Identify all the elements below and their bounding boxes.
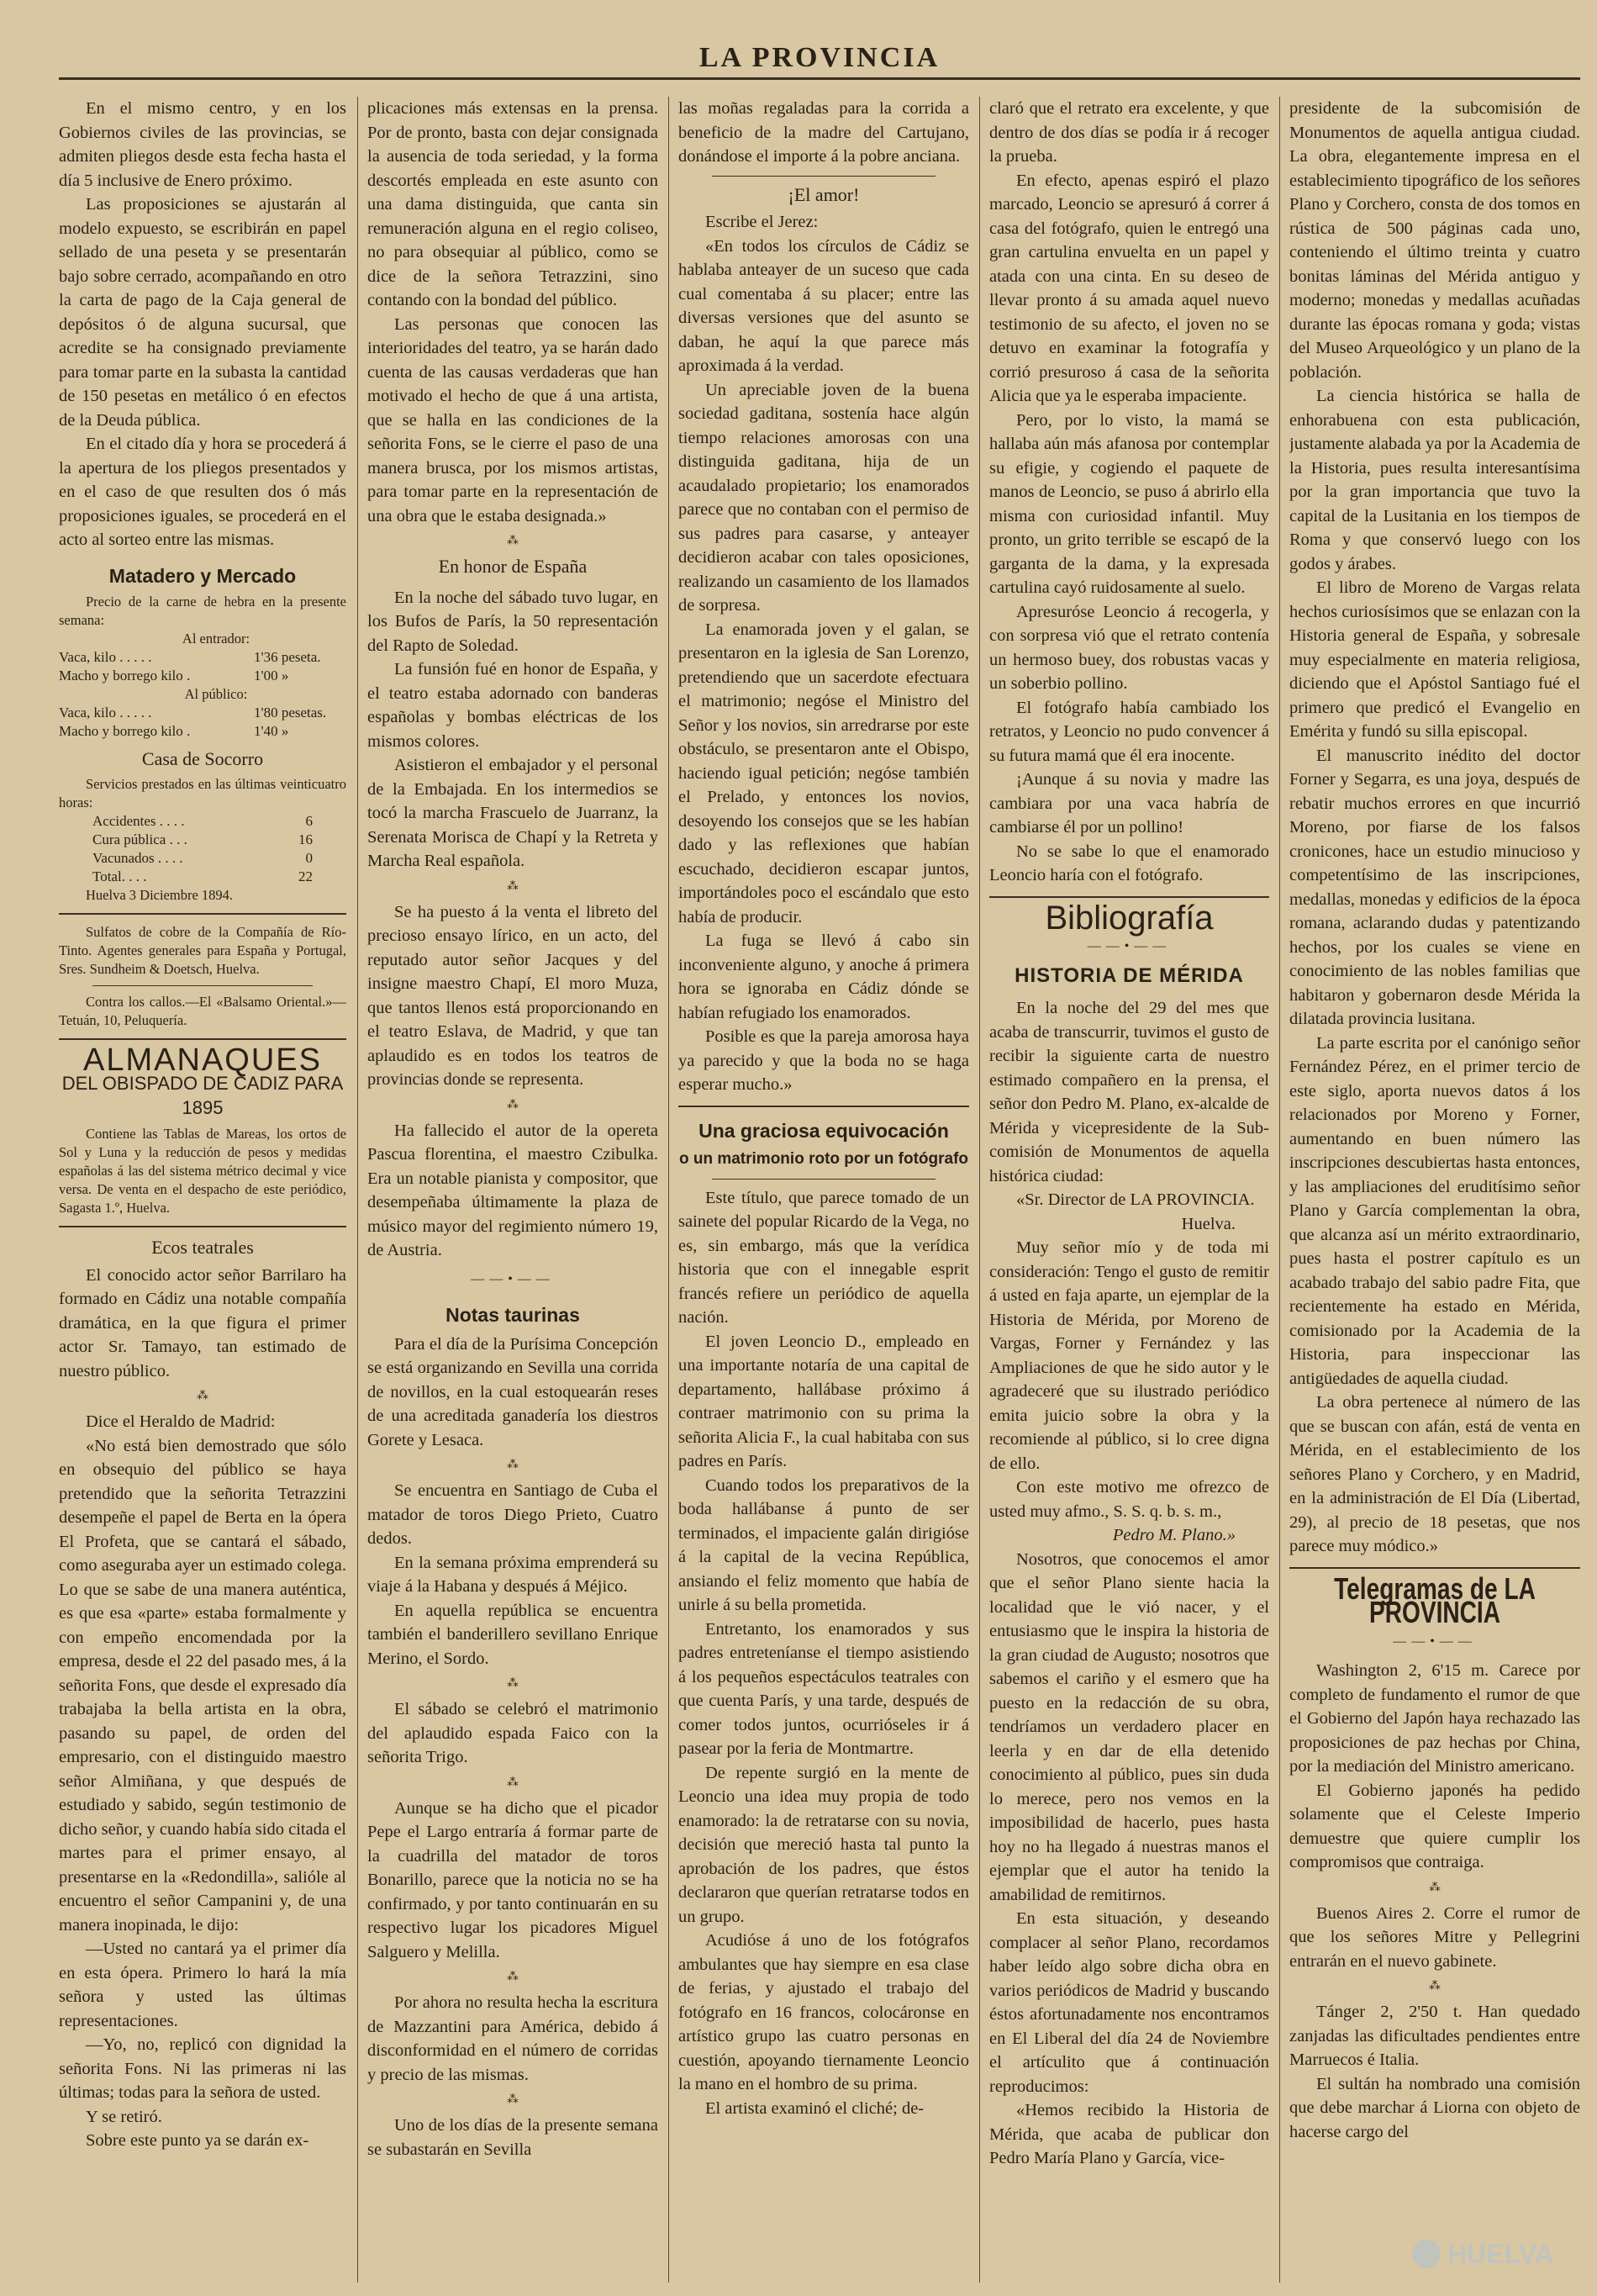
column-rule: [979, 97, 980, 2283]
paragraph: las moñas regaladas para la corrida a beneficio de la madre del Cartujano, donándose el importe á la pobre anciana.: [678, 99, 969, 166]
paragraph: La funsión fué en honor de España, y el teatro estaba adornado con banderas españolas y bombas eléctricas de los mismos colores.: [367, 660, 658, 751]
ad-callos: Contra los callos.—El «Balsamo Oriental.»—Tetuán, 10, Peluquería.: [59, 993, 346, 1028]
paragraph: «Hemos recibido la Historia de Mérida, que acaba de publicar don Pedro María Plano y García, vice-: [989, 2101, 1269, 2167]
divider: [678, 1106, 969, 1107]
paragraph: Por ahora no resulta hecha la escritura de Mazzantini para América, debido á disconformidad en el número de corridas y precio de las mismas.: [367, 1993, 658, 2084]
paragraph: Ha fallecido el autor de la opereta Pascua florentina, el maestro Czibulka. Era un notable pianista y compositor, que desempeñaba últimamente la plaza de músico mayor del regimiento número 19, de Austria.: [367, 1121, 658, 1259]
paragraph: El joven Leoncio D., empleado en una importante notaría de una capital de departamento, hallábase próximo á contraer matrimonio con su prima la señorita Alicia F., la cual habitaba con sus padres en París.: [678, 1332, 969, 1470]
column-2: [367, 97, 658, 2283]
paragraph: Las personas que conocen las interioridades del teatro, ya se harán dado cuenta de las causas verdaderas que han motivado el hecho de que á una artista, que se halla en las condiciones de la señorita Fons, se le cierre el paso de una manera brusca, por los mismos artistas, para tomar parte en la representación de una obra que le estaba designada.»: [367, 314, 658, 525]
paragraph: En el mismo centro, y en los Gobiernos civiles de las provincias, se admiten pliegos desde esta fecha hasta el día 5 inclusive de Enero próximo.: [59, 99, 346, 190]
intro: Servicios prestados en las últimas veinticuatro horas:: [59, 775, 346, 810]
paragraph: La ciencia histórica se halla de enhorabuena con esta publicación, justamente alabada ya por la Academia de la Historia, pues resulta interesantísima por la gran importancia que tuvo la capital de la Lusitania en los tiempos de Roma y que conservó luego con los godos y árabes.: [1289, 387, 1580, 573]
paragraph: Con este motivo me ofrezco de usted muy afmo., S. S. q. b. s. m.,: [989, 1478, 1269, 1521]
paragraph: plicaciones más extensas en la prensa. Por de pronto, basta con dejar consignada la ausencia de toda seriedad, y la forma descortés empleada en este asunto con una dama distinguida, que canta sin remuneración alguna en el regio coliseo, no para obsequiar al público, como se dice de la señora Tetrazzini, sino contando con la bondad del público.: [367, 99, 658, 309]
paragraph: Escribe el Jerez:: [705, 213, 819, 231]
paragraph: «En todos los círculos de Cádiz se hablaba anteayer de un suceso que cada cual comentaba á su placer; entre las diversas versiones que del asunto se daban, he aquí la que parece más aproximada á la verdad.: [678, 236, 969, 375]
asterism-icon: ⁂: [507, 535, 519, 547]
paragraph: Las proposiciones se ajustarán al modelo expuesto, se escribirán en papel sellado de una peseta y se presentarán bajo sobre cerrado, acompañando en otro la carta de pago de la Caja general de depósitos ó de alguna sucursal, que acredite se ha consignado previamente para tomar parte en la subasta la cantidad de 150 pesetas en metálico ó en efectos de la Deuda pública.: [59, 195, 346, 430]
newspaper-title: LA PROVINCIA: [698, 42, 941, 73]
asterism-icon: ⁂: [507, 2093, 519, 2106]
paragraph: Se ha puesto á la venta el libreto del precioso ensayo lírico, en un acto, del reputado autor señor Jacques y del insigne maestro Chapí, El moro Muza, que tantos llenos está proporcionando en el teatro Eslava, de Madrid, y que tan aplaudido es en todos los teatros de provincias donde se representa.: [367, 902, 658, 1089]
divider: [712, 1179, 936, 1180]
service-row: Accidentes . . . . 6: [92, 812, 313, 829]
almanaques-subtitle: DEL OBISPADO DE CADIZ PARA 1895: [61, 1073, 344, 1118]
paragraph: Nosotros, que conocemos el amor que el señor Plano siente hacia la localidad que le vió nacer, y el entusiasmo que le inspira la historia de la gran ciudad de Augusto; nosotros que sabemos el cariño y el esmero que ha puesto en la redacción de su obra, tendríamos un verdadero placer en leerla y en dar de ella detenido conocimiento al público, pues sin duda lo merece, pero nos vemos en la imposibilidad de hacerlo, pues hasta hoy no ha llegado á nuestras manos el ejemplar que el autor ha tenido la amabilidad de remitirnos.: [989, 1549, 1269, 1904]
divider: [59, 913, 346, 915]
section-heading-ecos: Ecos teatrales: [151, 1237, 254, 1258]
paragraph: La parte escrita por el canónigo señor Fernández Pérez, en el primer tercio de este siglo, aporta nuevos datos á los relacionados por Moreno y Forner, aumentando en buen número las inscripciones descubiertas hasta entonces, y las ampliaciones del eruditísimo señor Plano y García complementan la obra, que alcanza así un mérito extraordinario, pues hasta el postrer capítulo es un acabado trabajo del sabio padre Fita, que recientemente ha estado en Mérida, comisionado por la Academia de la Historia, para inspeccionar las antigüedades de aquella ciudad.: [1289, 1033, 1580, 1388]
paragraph: Acudióse á uno de los fotógrafos ambulantes que hay siempre en esa clase de ferias, y ajustado el trabajo del fotógrafo en 16 francos, colocáronse en artístico grupo las cuatro personas en cuestión, apoyando tiernamente Leoncio la mano en el hombro de su prima.: [678, 1931, 969, 2093]
almanaques-body: Contiene las Tablas de Mareas, los ortos de Sol y Luna y la reducción de pesos y medidas españolas á las del sistema métrico decimal y vice versa. De venta en el despacho de este periódico, Sagasta 1.º, Huelva.: [59, 1126, 346, 1216]
price-table: [59, 593, 346, 741]
paragraph: —Usted no cantará ya el primer día en esta ópera. Primero lo hará la mía señora y usted las últimas representaciones.: [59, 1940, 346, 2030]
total-row: Total. . . . 22: [92, 868, 313, 884]
paragraph: Uno de los días de la presente semana se subastarán en Sevilla: [367, 2116, 658, 2159]
paragraph: Entretanto, los enamorados y sus padres entreteníanse el tiempo asistiendo á los pequeños espectáculos teatrales con que cuenta París, y una tarde, después de comer todos juntos, ocurrióseles ir á pasear por la feria de Montmartre.: [678, 1619, 969, 1758]
asterism-icon: ⁂: [507, 1971, 519, 1983]
column-rule: [668, 97, 669, 2283]
paragraph: Pero, por lo visto, la mamá se hallaba aún más afanosa por contemplar su efigie, y cogiendo el paquete de manos de Leoncio, se puso á abrirlo ella misma con curiosidad infantil. Muy pronto, un grito terrible se escapó de la garganta de la dama, y la expresada cartulina cayó ruidosamente al suelo.: [989, 410, 1269, 597]
subheading-historia: HISTORIA DE MÉRIDA: [1015, 963, 1244, 987]
divider: [1289, 1567, 1580, 1569]
watermark-text: HUELVA: [1447, 2238, 1554, 2269]
subhead: Al público:: [184, 686, 248, 702]
paragraph: claró que el retrato era excelente, y que dentro de dos días se podía ir á recoger la prueba.: [989, 99, 1269, 166]
paragraph: En aquella república se encuentra también el banderillero sevillano Enrique Merino, el Sordo.: [367, 1601, 658, 1668]
paragraph: El conocido actor señor Barrilaro ha formado en Cádiz una notable compañía dramática, en la que figura el primer actor Sr. Tamayo, tan estimado de nuestro público.: [59, 1265, 346, 1380]
paragraph: «Sr. Director de LA PROVINCIA.: [1016, 1190, 1255, 1209]
divider: [92, 985, 313, 986]
paragraph: Se encuentra en Santiago de Cuba el matador de toros Diego Prieto, Cuatro dedos.: [367, 1481, 658, 1548]
column-4: [989, 97, 1269, 2283]
service-row: Vacunados . . . . 0: [92, 849, 313, 866]
divider: [989, 896, 1269, 898]
paragraph: No se sabe lo que el enamorado Leoncio haría con el fotógrafo.: [989, 842, 1269, 884]
paragraph: Washington 2, 6'15 m. Carece por completo de fundamento el rumor de que el Gobierno del Japón haya rechazado las proposiciones de paz hechas por China, por la mediación del Ministro americano.: [1289, 1661, 1580, 1776]
paragraph: Buenos Aires 2. Corre el rumor de que los señores Mitre y Pellegrini entrarán en el nuevo gabinete.: [1289, 1903, 1580, 1971]
paragraph: El artista examinó el cliché; de-: [705, 2098, 925, 2118]
paragraph: Para el día de la Purísima Concepción se está organizando en Sevilla una corrida de novillos, en la cual estoquearán reses de una acreditada ganadería los diestros Gorete y Lesaca.: [367, 1334, 658, 1449]
dateline: Huelva 3 Diciembre 1894.: [86, 886, 234, 903]
paragraph: Posible es que la pareja amorosa haya ya parecido y que la boda no se haga esperar mucho.»: [678, 1027, 969, 1094]
paragraph: El Gobierno japonés ha pedido solamente que el Celeste Imperio demuestre que quiere cumplir los compromisos que contraiga.: [1289, 1781, 1580, 1871]
paragraph: En la noche del 29 del mes que acaba de transcurrir, tuvimos el gusto de recibir la siguiente carta de nuestro estimado compañero en la prensa, el señor don Pedro M. Plano, ex-alcalde de Mérida y vicepresidente de la Sub-comisión de Monumentos de aquella histórica ciudad:: [989, 999, 1269, 1185]
paragraph: —Yo, no, replicó con dignidad la señorita Fons. Ni las primeras ni las últimas; todas para la señora de usted.: [59, 2035, 346, 2102]
paragraph: La obra pertenece al número de las que se buscan con afán, está de venta en Mérida, en el establecimiento de los señores Plano y Corchero, y en Madrid, en la administración de El Día (Libertad, 29), al precio de 18 pesetas, que nos parece muy módico.»: [1289, 1393, 1580, 1555]
subheading-espana: En honor de España: [438, 556, 588, 577]
paragraph: Un apreciable joven de la buena sociedad gaditana, sostenía hace algún tiempo relaciones amorosas con una distinguida gaditana, hija de un acaudalado propietario; los enamorados parece que no contaban con el permiso de sus padres para casarse, y anteayer decidieron acabar con tales oposiciones, realizando un casamiento de los llamados de sorpresa.: [678, 380, 969, 615]
column-rule: [1279, 97, 1280, 2283]
paragraph: presidente de la subcomisión de Monumentos de aquella antigua ciudad. La obra, elegantemente impresa en el establecimiento tipográfico de los señores Plano y Corchero, consta de dos tomos en rústica de 500 páginas cada uno, conteniendo el último treinta y cuatro bonitas láminas del Mérida antiguo y moderno; monedas y medallas acuñadas durante las épocas romana y goda; vistas del Museo Arqueológico y un plano de la población.: [1289, 99, 1580, 382]
section-heading-toros: Notas taurinas: [445, 1304, 580, 1326]
paragraph: ¡Aunque á su novia y madre las cambiara por una vaca habría de cambiarse él por un pollino!: [989, 770, 1269, 837]
paragraph: La enamorada joven y el galan, se presentaron en la iglesia de San Lorenzo, pretendiendo que un sacerdote efectuara el matrimonio; negóse el Ministro del Señor y los novios, sin arredrarse por este obstáculo, se presentaron ante el Obispo, haciendo igual petición; negóse también el Prelado, y entonces los novios, desoyendo los consejos que se les habían dado y las reflexiones que habían escuchado, decidieron escapar juntos, importándoles poco el escándalo que esto había de producir.: [678, 620, 969, 926]
asterism-icon: ⁂: [507, 1098, 519, 1111]
divider: [59, 1038, 346, 1040]
paragraph: En el citado día y hora se procederá á la apertura de los pliegos presentados y en el caso de que resulten dos ó más proposiciones iguales, se procederá en el acto al sorteo entre las mismas.: [59, 435, 346, 549]
paragraph: De repente surgió en la mente de Leoncio una idea muy propia de todo enamorado: la de retratarse con su novia, decisión que mereció hasta tal punto la aprobación de los padres, que éstos declararon que querían retratarse todos en un grupo.: [678, 1763, 969, 1926]
section-heading-telegramas: Telegramas de LA PROVINCIA: [1334, 1570, 1536, 1629]
paragraph: Asistieron el embajador y el personal de la Embajada. En los intermedios se tocó la marcha Frascuelo de Juarranz, la Serenata Morisca de Chapí y la Retreta y Marcha Real española.: [367, 756, 658, 870]
signature: Pedro M. Plano.»: [1112, 1526, 1236, 1544]
price-row: Vaca, kilo . . . . . 1'36 peseta.: [59, 649, 321, 665]
paragraph: Apresuróse Leoncio á recogerla, y con sorpresa vió que el retrato contenía un hermoso buey, dos robustas vacas y un soberbio pollino.: [989, 602, 1269, 693]
ad-sulfatos: Sulfatos de cobre de la Compañía de Río-Tinto. Agentes generales para España y Portugal, Sres. Sundheim & Doetsch, Huelva.: [59, 923, 346, 977]
paragraph: Huelva.: [1181, 1214, 1236, 1233]
paragraph: Este título, que parece tomado de un sainete del popular Ricardo de la Vega, no es, sin embargo, más que la verídica historia que con el innegable esprit francés refiere un periódico de aquella nación.: [678, 1188, 969, 1327]
paragraph: Muy señor mío y de toda mi consideración: Tengo el gusto de remitir á usted en faja aparte, un ejemplar de la Historia de Mérida, por Moreno de Vargas, Forner y Fernández y las Ampliaciones de que he sido autor y le agradeceré que su ilustrado periódico emita juicio sobre la obra y la recomiende al público, si lo cree digna de ello.: [989, 1238, 1269, 1473]
paragraph: Cuando todos los preparativos de la boda hallábanse á punto de ser terminados, el impaciente galán dirigióse á la capital de la vecina República, ansiando el feliz momento que había de unirle á su bella prometida.: [678, 1475, 969, 1614]
socorro-table: [59, 775, 346, 905]
asterism-icon: ⁂: [1429, 1881, 1441, 1894]
asterism-icon: ⁂: [507, 1459, 519, 1471]
asterism-icon: ⁂: [507, 1677, 519, 1690]
price-row: Vaca, kilo . . . . . 1'80 pesetas.: [59, 705, 327, 720]
paragraph: «No está bien demostrado que sólo en obsequio del público se haya pretendido que la señorita Tetrazzini desempeñe el papel de Berta en la ópera El Profeta, que se cantará el sábado, como aseguraba ayer un estimado colega. Lo que se sabe de una manera auténtica, es que esa «parte» estaba formalmente y con empeño encomendada por la empresa, desde el 22 del pasado mes, á la señorita Fons, que desde el expresado día trabajaba la bella artista en la obra, pasando su papel, de orden del empresario, con el distinguido maestro señor Almiñana, y que después de estudiado y sabido, según testimonio de dicho señor, y cuando había sido citada el martes para el primer ensayo, al presentarse en la «Redondilla», salióle al encuentro el señor Campanini y, de una manera inopinada, le dijo:: [59, 1436, 346, 1934]
divider: [59, 1226, 346, 1227]
intro: Precio de la carne de hebra en la presente semana:: [59, 594, 346, 628]
paragraph: Dice el Heraldo de Madrid:: [86, 1412, 276, 1431]
service-row: Cura pública . . . 16: [92, 831, 313, 847]
column-rule: [357, 97, 358, 2283]
asterism-icon: ⁂: [1429, 1980, 1441, 1993]
paragraph: Y se retiró.: [86, 2107, 162, 2126]
watermark-logo-icon: [1412, 2240, 1441, 2268]
asterism-icon: ⁂: [507, 879, 519, 893]
divider: [712, 176, 936, 177]
paragraph: Tánger 2, 2'50 t. Han quedado zanjadas las dificultades pendientes entre Marruecos é Italia.: [1289, 2003, 1580, 2069]
price-row: Macho y borrego kilo . 1'40 »: [59, 723, 289, 739]
paragraph: La fuga se llevó á cabo sin inconveniente alguno, y anoche á primera hora se ignoraba en Cádiz dónde se habían refugiado los enamorados.: [678, 932, 969, 1022]
section-subheading: o un matrimonio roto por un fotógrafo: [678, 1150, 969, 1168]
asterism-icon: ⁂: [197, 1390, 208, 1402]
ornament-icon: ——•——: [1393, 1634, 1477, 1649]
paragraph: El sultán ha nombrado una comisión que debe marchar á Liorna con objeto de hacerse cargo del: [1289, 2074, 1580, 2141]
paragraph: En la noche del sábado tuvo lugar, en los Bufos de París, la 50 representación del Rapto de Soledad.: [367, 588, 658, 655]
column-3: [678, 97, 969, 2283]
paragraph: El fotógrafo había cambiado los retratos, y Leoncio no pudo convencer á su futura mamá que él era inocente.: [989, 698, 1269, 765]
section-heading-matadero: Matadero y Mercado: [108, 564, 297, 587]
paragraph: El manuscrito inédito del doctor Forner y Segarra, es una joya, después de rebatir muchos errores en que incurrió Moreno, por fiarse de los falsos cronicones, hace un estudio minucioso y competentísimo de las inscripciones, medallas, monedas y edificios de la época romana, aclarando dudas y patentizando hechos, por los cuales se viene en conocimiento de las nobles familias que habitaron y gobernaron desde Mérida la dilatada provincia lusitana.: [1289, 746, 1580, 1028]
section-heading-equivocacion: Una graciosa equivocación: [698, 1119, 949, 1142]
section-heading-amor: ¡El amor!: [788, 183, 860, 205]
subhead: Al entrador:: [182, 631, 250, 647]
paragraph: Aunque se ha dicho que el picador Pepe el Largo entraría á formar parte de la cuadrilla del matador de toros Bonarillo, parece que la noticia no se ha confirmado, y por tanto continuarán en su respectivo lugar los picadores Miguel Salguero y Melilla.: [367, 1798, 658, 1961]
paragraph: En efecto, apenas espiró el plazo marcado, Leoncio se apresuró á correr á casa del fotógrafo, quien le entregó una gran cartulina envuelta en un papel y atada con una cinta. En su deseo de llevar pronto á su amada aquel nuevo testimonio de su afecto, el joven no se detuvo en examinar la fotografía y corrió presuroso á casa de la señorita Alicia que ya le esperaba impaciente.: [989, 171, 1269, 405]
column-1: [59, 97, 346, 2283]
paragraph: En la semana próxima emprenderá su viaje á la Habana y después á Méjico.: [367, 1553, 658, 1596]
section-heading-socorro: Casa de Socorro: [141, 748, 264, 769]
masthead: [59, 18, 1580, 80]
paragraph: En esta situación, y deseando complacer al señor Plano, recordamos haber leído algo sobre dicha obra en varios periódicos de Madrid y buscando éstos afortunadamente nos encontramos en El Liberal del día 24 de Noviembre el artículito que á continuación reproducimos:: [989, 1909, 1269, 2096]
paragraph: Sobre este punto ya se darán ex-: [86, 2131, 309, 2150]
paragraph: El sábado se celebró el matrimonio del aplaudido espada Faico con la señorita Trigo.: [367, 1700, 658, 1766]
column-5: [1289, 97, 1580, 2283]
archive-watermark: [1412, 2235, 1572, 2272]
almanaques-title: ALMANAQUES: [83, 1042, 322, 1078]
ornament-icon: ——•——: [471, 1271, 555, 1286]
section-heading-bibliografia: Bibliografía: [1045, 899, 1214, 937]
price-row: Macho y borrego kilo . 1'00 »: [59, 668, 289, 684]
paragraph: El libro de Moreno de Vargas relata hechos curiosísimos que se enlazan con la Historia general de España, y sobresale muy especialmente en materia religiosa, diciendo que el Apóstol Santiago fué el primero que predicó el Evangelio en Emérita y fundó su silla episcopal.: [1289, 578, 1580, 741]
asterism-icon: ⁂: [507, 1776, 519, 1789]
ornament-icon: ——•——: [1087, 939, 1172, 953]
